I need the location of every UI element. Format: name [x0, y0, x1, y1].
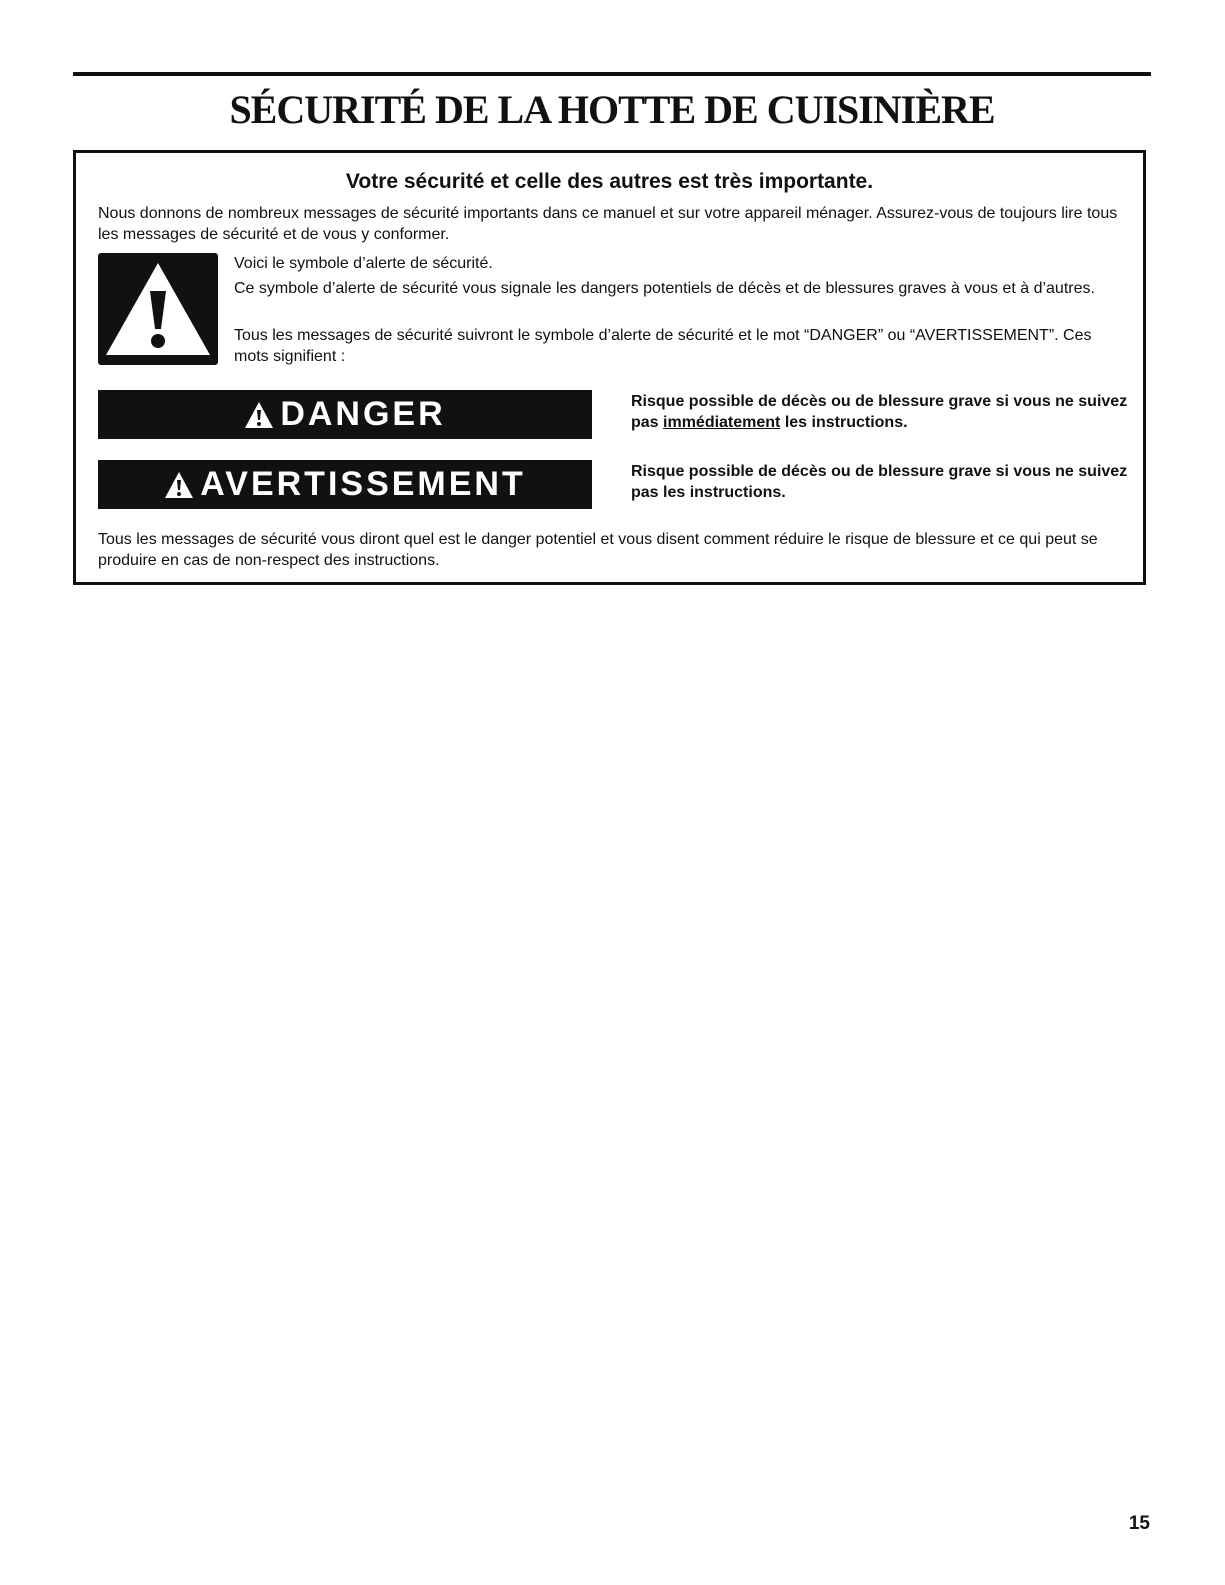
intro-text: Nous donnons de nombreux messages de sécurité importants dans ce manuel et sur votre appareil ménager. Assurez-vous de toujours lire tous les messages de sécurité et de vous y conformer. — [98, 205, 1118, 243]
safety-alert-symbol-icon — [98, 253, 218, 365]
safety-box — [73, 150, 1146, 585]
warning-triangle-icon — [164, 471, 194, 499]
closing-text: Tous les messages de sécurité vous diront quel est le danger potentiel et vous disent comment réduire le risque de blessure et ce qui peut se produire en cas de non-respect des instructions. — [98, 531, 1098, 569]
danger-desc-before: Risque possible de décès ou de blessure grave si vous ne suivez pas — [631, 393, 1128, 431]
danger-desc-emphasis: immédiatement — [663, 414, 781, 431]
warning-signal-bar — [98, 460, 592, 509]
page-number: 15 — [1128, 1513, 1150, 1534]
warning-triangle-icon — [244, 401, 274, 429]
warning-description: Risque possible de décès ou de blessure grave si vous ne suivez pas les instructions. — [631, 463, 1128, 501]
danger-label: DANGER — [280, 395, 446, 433]
symbol-line-3: Tous les messages de sécurité suivront le symbole d’alerte de sécurité et le mot “DANGER” ou “AVERTISSEMENT”. Ces mots signifient : — [234, 327, 1092, 365]
safety-heading: Votre sécurité et celle des autres est très importante. — [345, 170, 874, 193]
warning-label: AVERTISSEMENT — [200, 465, 526, 503]
danger-description — [631, 391, 1141, 433]
danger-signal-bar — [98, 390, 592, 439]
page-title: SÉCURITÉ DE LA HOTTE DE CUISINIÈRE — [229, 87, 995, 132]
symbol-line-1: Voici le symbole d’alerte de sécurité. — [234, 255, 493, 272]
symbol-line-2: Ce symbole d’alerte de sécurité vous signale les dangers potentiels de décès et de blessures graves à vous et à d’autres. — [234, 280, 1095, 297]
danger-desc-after: les instructions. — [780, 414, 908, 431]
top-rule — [73, 72, 1151, 76]
